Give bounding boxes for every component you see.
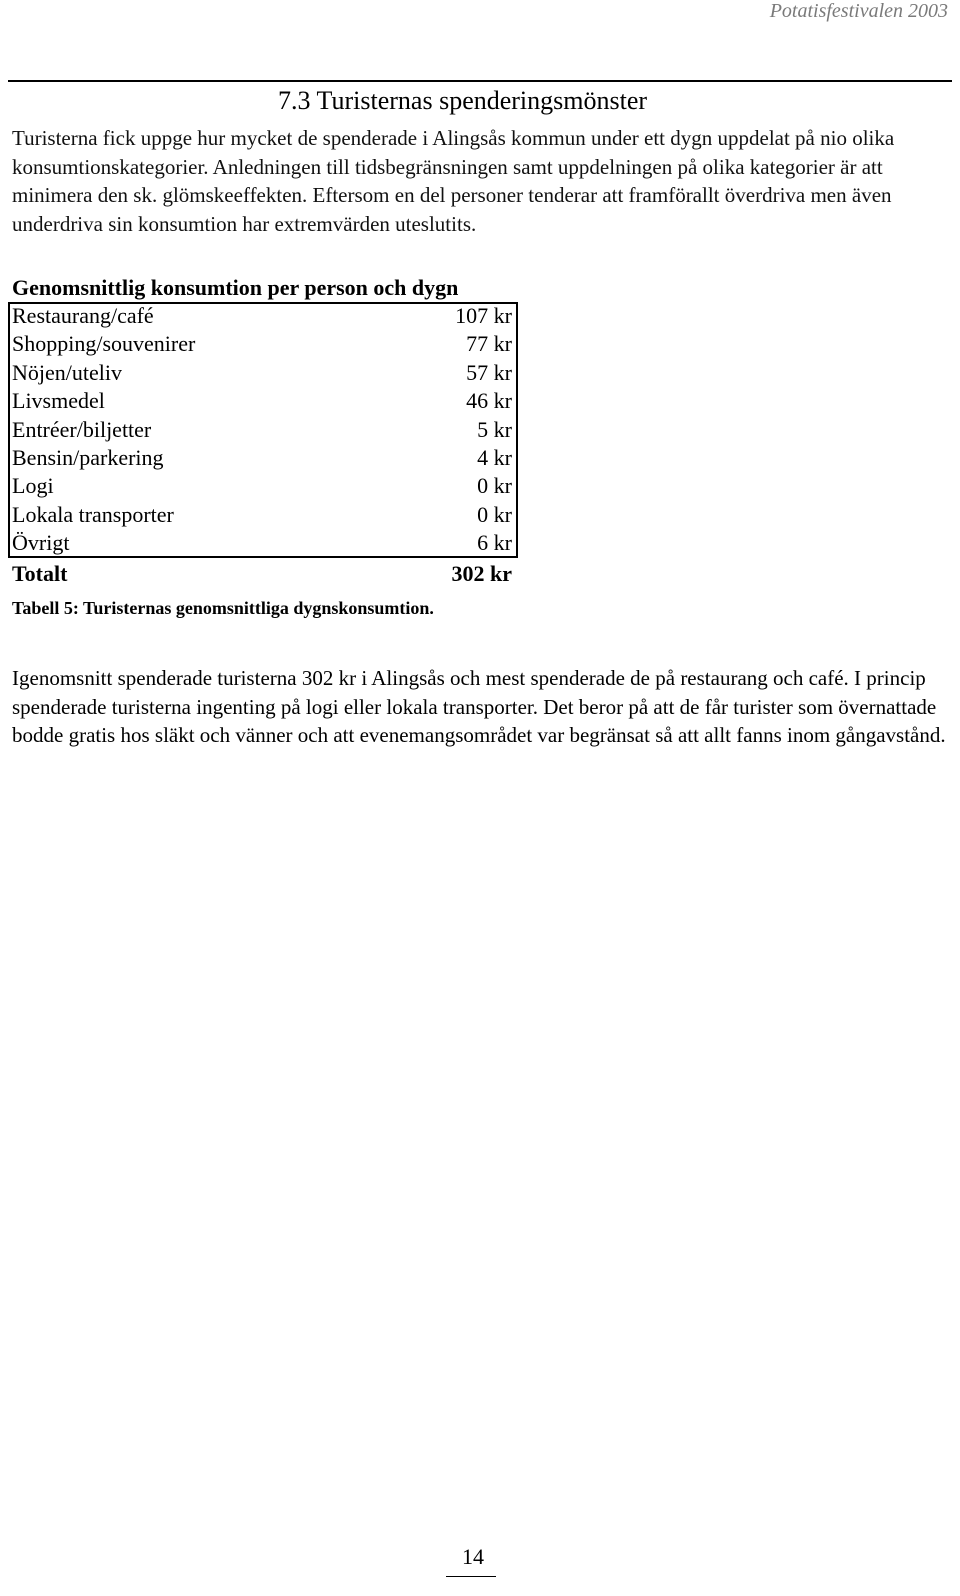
table-row	[12, 501, 512, 529]
row-amount: 0 kr	[477, 501, 512, 527]
row-label: Bensin/parkering	[12, 445, 164, 470]
total-label: Totalt	[12, 561, 68, 586]
row-label: Entréer/biljetter	[12, 416, 152, 442]
row-label: Restaurang/café	[12, 303, 154, 328]
total-amount: 302 kr	[451, 561, 512, 586]
row-label: Shopping/souvenirer	[12, 331, 196, 357]
table-row	[12, 416, 512, 444]
row-amount: 4 kr	[477, 445, 512, 470]
row-label: Logi	[12, 473, 54, 499]
table-row	[12, 444, 512, 472]
closing-paragraph: Igenomsnitt spenderade turisterna 302 kr i Alingsås och mest spenderade de på restaurang och café. I princip spenderade turisterna ingenting på logi eller lokala transporter. Det beror på att de får turister som övernattade bodde gratis hos släkt och vänner och att evenemangsområdet var begränsat så att allt fanns inom gångavstånd.	[12, 666, 946, 748]
row-amount: 107 kr	[455, 303, 512, 328]
page-number: 14	[462, 1544, 484, 1569]
table-heading: Genomsnittlig konsumtion per person och dygn	[12, 275, 459, 300]
section-title: 7.3 Turisternas spenderingsmönster	[278, 86, 648, 115]
row-amount: 5 kr	[477, 416, 512, 442]
row-amount: 6 kr	[477, 530, 512, 556]
table-row	[12, 302, 512, 330]
table-total-row	[12, 560, 512, 588]
running-header: Potatisfestivalen 2003	[769, 0, 948, 22]
footer-rule	[446, 1576, 496, 1577]
intro-paragraph: Turisterna fick uppge hur mycket de spenderade i Alingsås kommun under ett dygn uppdelat på nio olika konsumtionskategorier. Anledningen till tidsbegränsningen samt uppdelningen på olika kategorier är att minimera den sk. glömskeeffekten. Eftersom en del personer tenderar att framförallt överdriva men även underdriva sin konsumtion har extremvärden uteslutits.	[12, 126, 895, 236]
row-label: Övrigt	[12, 530, 70, 556]
table-row	[12, 330, 512, 358]
header-rule	[8, 80, 952, 82]
table-row	[12, 387, 512, 415]
row-amount: 0 kr	[477, 473, 512, 499]
row-label: Lokala transporter	[12, 501, 174, 527]
row-amount: 57 kr	[466, 359, 512, 385]
row-label: Nöjen/uteliv	[12, 359, 122, 385]
row-label: Livsmedel	[12, 388, 105, 414]
table-row	[12, 529, 512, 557]
table-caption: Tabell 5: Turisternas genomsnittliga dygnskonsumtion.	[12, 598, 434, 618]
row-amount: 77 kr	[466, 331, 512, 357]
table-row	[12, 359, 512, 387]
row-amount: 46 kr	[466, 388, 512, 414]
table-row	[12, 472, 512, 500]
